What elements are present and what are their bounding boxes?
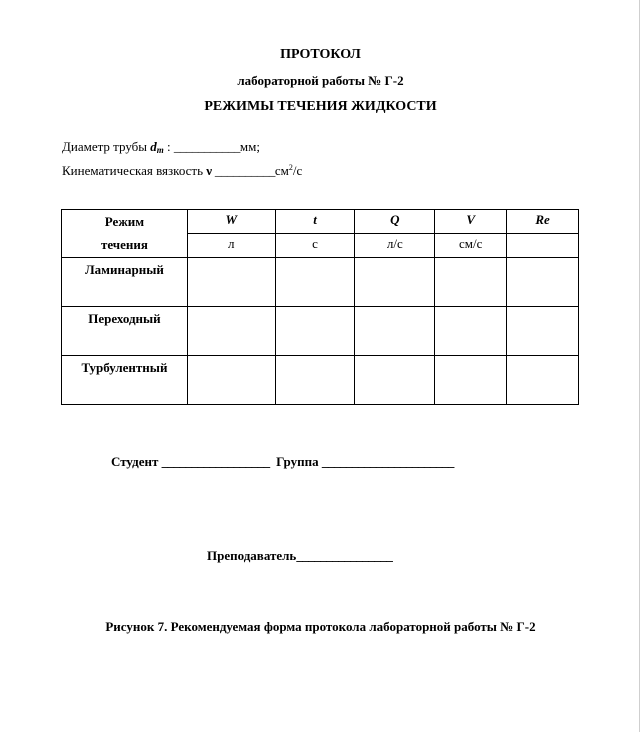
- unit-q: л/с: [355, 234, 435, 258]
- student-blank[interactable]: __________________: [161, 454, 270, 469]
- title-flow-regimes: РЕЖИМЫ ТЕЧЕНИЯ ЖИДКОСТИ: [204, 99, 437, 114]
- cell-laminar-re[interactable]: [507, 258, 579, 307]
- column-header-t: t: [275, 210, 355, 234]
- viscosity-unit-superscript: 2: [288, 163, 293, 172]
- group-label: Группа: [269, 454, 322, 469]
- mode-laminar: Ламинарный: [62, 258, 188, 307]
- column-header-w: W: [187, 210, 275, 234]
- column-header-q: Q: [355, 210, 435, 234]
- unit-v: см/с: [435, 234, 507, 258]
- table-row-turbulent: [62, 356, 579, 405]
- cell-turbulent-re[interactable]: [507, 356, 579, 405]
- cell-laminar-q[interactable]: [355, 258, 435, 307]
- protocol-table: [61, 209, 579, 405]
- mode-turbulent: Турбулентный: [62, 356, 188, 405]
- mode-transitional: Переходный: [62, 307, 188, 356]
- teacher-line: [207, 548, 392, 564]
- cell-turbulent-t[interactable]: [275, 356, 355, 405]
- group-blank[interactable]: ______________________: [321, 454, 454, 469]
- title-lab-work: лабораторной работы № Г-2: [237, 73, 404, 88]
- cell-transitional-w[interactable]: [187, 307, 275, 356]
- diameter-label: Диаметр трубы: [62, 139, 151, 154]
- table-row-laminar: [62, 258, 579, 307]
- teacher-label: Преподаватель: [207, 548, 297, 563]
- column-header-v: V: [435, 210, 507, 234]
- viscosity-unit-tail: /с: [292, 163, 303, 178]
- cell-transitional-v[interactable]: [435, 307, 507, 356]
- cell-turbulent-v[interactable]: [435, 356, 507, 405]
- diameter-field: [62, 139, 260, 155]
- table-header-row: [62, 210, 579, 234]
- viscosity-label: Кинематическая вязкость: [62, 163, 207, 178]
- unit-re: [507, 234, 579, 258]
- diameter-symbol: d: [150, 139, 157, 154]
- cell-laminar-w[interactable]: [187, 258, 275, 307]
- viscosity-unit: см: [274, 163, 289, 178]
- cell-turbulent-w[interactable]: [187, 356, 275, 405]
- cell-laminar-t[interactable]: [275, 258, 355, 307]
- protocol-title: [0, 42, 641, 120]
- diameter-subscript: т: [156, 145, 164, 155]
- viscosity-field: [62, 163, 302, 179]
- unit-w: л: [187, 234, 275, 258]
- mode-header-line1: Режим: [104, 214, 145, 229]
- column-header-re: Re: [507, 210, 579, 234]
- cell-turbulent-q[interactable]: [355, 356, 435, 405]
- diameter-unit: мм;: [239, 139, 260, 154]
- student-group-line: [111, 454, 454, 470]
- cell-transitional-q[interactable]: [355, 307, 435, 356]
- mode-header-line2: течения: [100, 237, 148, 252]
- viscosity-blank[interactable]: __________: [212, 163, 275, 178]
- cell-laminar-v[interactable]: [435, 258, 507, 307]
- mode-header: [62, 210, 188, 258]
- unit-t: с: [275, 234, 355, 258]
- cell-transitional-re[interactable]: [507, 307, 579, 356]
- title-protocol: ПРОТОКОЛ: [280, 47, 361, 62]
- figure-caption: Рисунок 7. Рекомендуемая форма протокола лабораторной работы № Г-2: [105, 619, 536, 634]
- table-row-transitional: [62, 307, 579, 356]
- diameter-blank[interactable]: ___________: [173, 139, 240, 154]
- student-label: Студент: [111, 454, 162, 469]
- cell-transitional-t[interactable]: [275, 307, 355, 356]
- viscosity-symbol: ν: [206, 163, 213, 178]
- diameter-colon: :: [163, 139, 174, 154]
- teacher-blank[interactable]: ________________: [296, 548, 393, 563]
